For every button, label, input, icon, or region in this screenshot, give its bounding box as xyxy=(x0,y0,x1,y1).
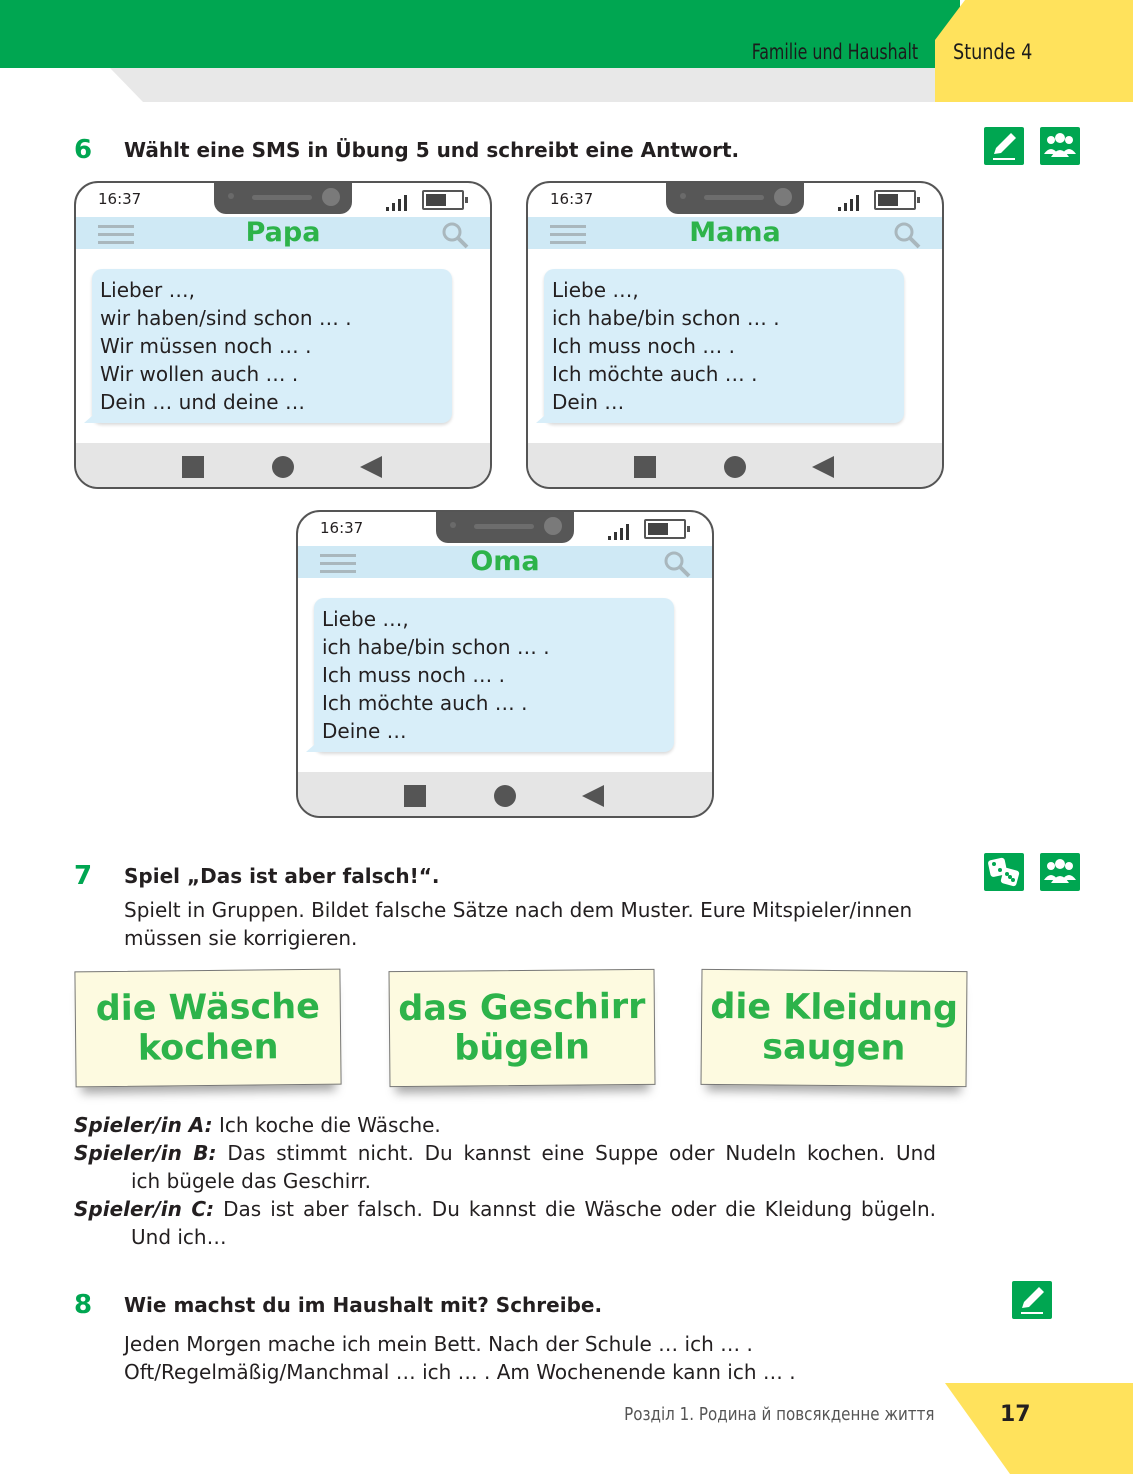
phone-contact-name: Oma xyxy=(470,546,540,577)
pencil-icon xyxy=(984,127,1024,165)
task-7-number: 7 xyxy=(74,861,93,891)
message-line: ich habe/bin schon … . xyxy=(552,306,780,330)
home-icon xyxy=(272,456,294,478)
battery-icon xyxy=(644,519,686,539)
phone-mama xyxy=(526,181,944,489)
header-shadow-strip xyxy=(110,68,960,102)
message-text xyxy=(552,276,780,416)
game-card xyxy=(388,969,655,1087)
message-line: wir haben/sind schon … . xyxy=(100,306,352,330)
dialogue-text: Das stimmt nicht. Du kannst eine Suppe oder Nudeln kochen. Und xyxy=(216,1141,937,1165)
speaker-label: Spieler/in C: xyxy=(74,1197,215,1221)
recent-apps-icon xyxy=(634,456,656,478)
task-6-title: Wählt eine SMS in Übung 5 und schreibt eine Antwort. xyxy=(124,138,740,162)
group-icon xyxy=(1040,853,1080,891)
header-topic: Familie und Haushalt xyxy=(751,40,918,64)
message-line: Ich muss noch … . xyxy=(552,334,735,358)
phone-notch xyxy=(666,181,804,214)
dialogue-line-a xyxy=(74,1111,936,1139)
phone-time: 16:37 xyxy=(98,190,142,208)
task-7-instructions-line-1: Spielt in Gruppen. Bildet falsche Sätze nach dem Muster. Eure Mitspieler/innen xyxy=(124,898,913,922)
footer-chapter: Розділ 1. Родина й повсякденне життя xyxy=(624,1404,935,1425)
message-line: Dein … und deine … xyxy=(100,390,305,414)
card-text: das Geschirr bügeln xyxy=(398,986,646,1069)
dice-icon xyxy=(984,853,1024,891)
pencil-icon xyxy=(1012,1281,1052,1319)
group-icon xyxy=(1040,127,1080,165)
signal-icon xyxy=(386,193,412,211)
game-card xyxy=(74,969,341,1088)
message-text xyxy=(100,276,352,416)
back-icon xyxy=(812,456,834,478)
message-line: Wir wollen auch … . xyxy=(100,362,299,386)
signal-icon xyxy=(608,522,634,540)
back-icon xyxy=(582,785,604,807)
dialogue-line-c xyxy=(74,1195,936,1223)
message-line: Liebe …, xyxy=(552,278,639,302)
phone-oma xyxy=(296,510,714,818)
game-card xyxy=(700,969,967,1087)
task-8-title: Wie machst du im Haushalt mit? Schreibe. xyxy=(124,1293,603,1317)
signal-icon xyxy=(838,193,864,211)
task-6-number: 6 xyxy=(74,135,93,165)
message-line: Ich möchte auch … . xyxy=(552,362,758,386)
message-line: Ich möchte auch … . xyxy=(322,691,528,715)
speaker-label: Spieler/in A: xyxy=(74,1113,213,1137)
home-icon xyxy=(724,456,746,478)
message-line: Liebe …, xyxy=(322,607,409,631)
message-line: Wir müssen noch … . xyxy=(100,334,312,358)
bubble-tail xyxy=(306,738,322,752)
dialogue-text: Ich koche die Wäsche. xyxy=(212,1113,441,1137)
phone-notch xyxy=(214,181,352,214)
message-line: Deine … xyxy=(322,719,407,743)
phone-contact-name: Mama xyxy=(689,217,781,248)
phone-notch xyxy=(436,510,574,543)
card-text: die Wäsche kochen xyxy=(95,986,321,1069)
task-7-title: Spiel „Das ist aber falsch!“. xyxy=(124,864,440,888)
dialogue-line-b-cont: ich bügele das Geschirr. xyxy=(131,1169,371,1193)
home-icon xyxy=(494,785,516,807)
footer-page-tab xyxy=(945,1383,1133,1474)
phone-time: 16:37 xyxy=(550,190,594,208)
header-lesson: Stunde 4 xyxy=(953,40,1033,64)
task-8-line-2: Oft/Regelmäßig/Manchmal … ich … . Am Wochenende kann ich … . xyxy=(124,1360,796,1384)
recent-apps-icon xyxy=(404,785,426,807)
message-line: Ich muss noch … . xyxy=(322,663,505,687)
bubble-tail xyxy=(536,409,552,423)
message-line: Dein … xyxy=(552,390,625,414)
bubble-tail xyxy=(84,409,100,423)
back-icon xyxy=(360,456,382,478)
recent-apps-icon xyxy=(182,456,204,478)
card-text: die Kleidung saugen xyxy=(710,986,959,1069)
task-8-line-1: Jeden Morgen mache ich mein Bett. Nach der Schule … ich … . xyxy=(124,1332,753,1356)
phone-papa xyxy=(74,181,492,489)
search-icon xyxy=(893,221,921,249)
dialogue-line-c-cont: Und ich… xyxy=(131,1225,227,1249)
battery-icon xyxy=(874,190,916,210)
phone-time: 16:37 xyxy=(320,519,364,537)
speaker-label: Spieler/in B: xyxy=(74,1141,217,1165)
dialogue-text: Das ist aber falsch. Du kannst die Wäsche oder die Kleidung bügeln. xyxy=(214,1197,936,1221)
task-8-number: 8 xyxy=(74,1290,93,1320)
message-text xyxy=(322,605,550,745)
search-icon xyxy=(663,550,691,578)
page-number: 17 xyxy=(1000,1402,1031,1427)
dialogue-line-b xyxy=(74,1139,936,1167)
message-line: Lieber …, xyxy=(100,278,195,302)
battery-icon xyxy=(422,190,464,210)
task-7-instructions-line-2: müssen sie korrigieren. xyxy=(124,926,358,950)
phone-contact-name: Papa xyxy=(245,217,321,248)
message-line: ich habe/bin schon … . xyxy=(322,635,550,659)
search-icon xyxy=(441,221,469,249)
